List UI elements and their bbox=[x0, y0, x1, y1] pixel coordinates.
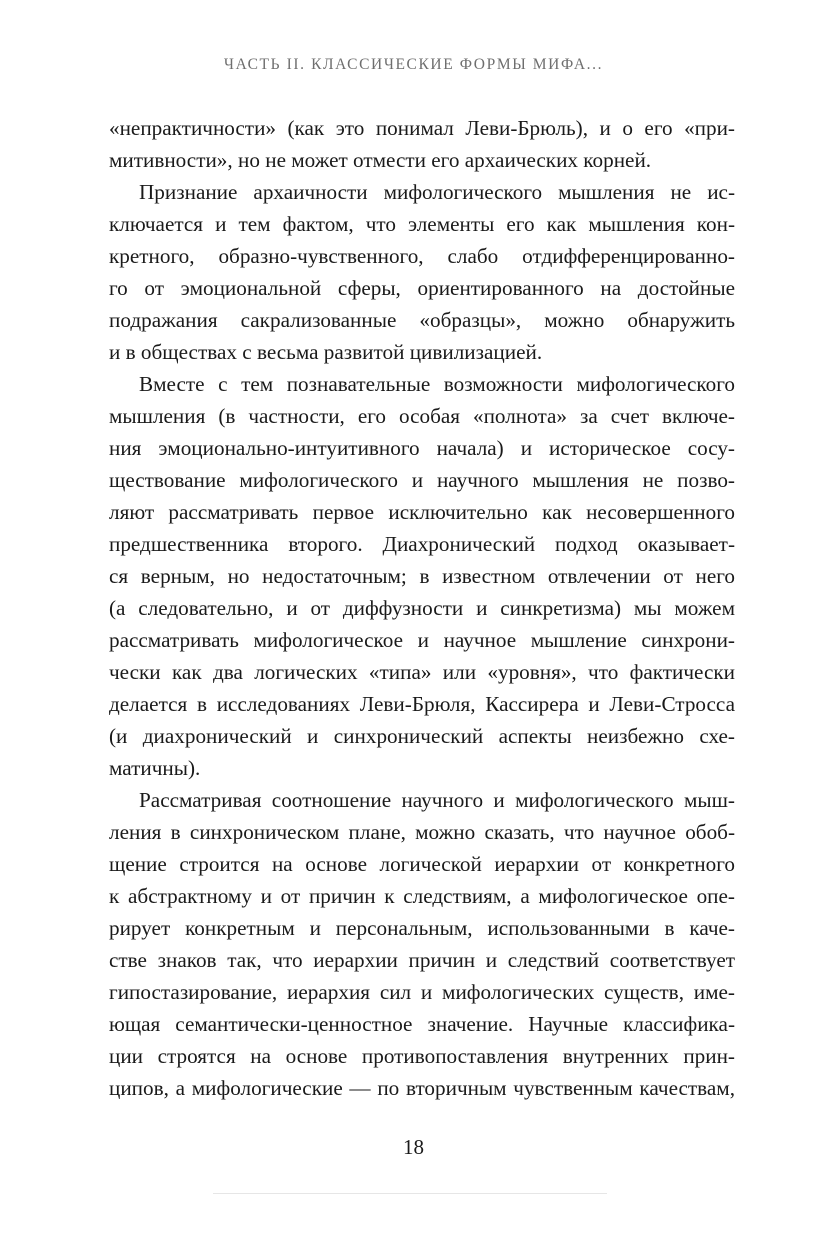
text-line: кретного, образно-чувственного, слабо отдифференцированно- bbox=[109, 244, 735, 268]
paragraph bbox=[109, 784, 735, 1104]
text-line: щение строится на основе логической иерархии от конкретного bbox=[109, 852, 735, 876]
running-head: ЧАСТЬ II. КЛАССИЧЕСКИЕ ФОРМЫ МИФА... bbox=[223, 56, 604, 73]
text-line: ления в синхроническом плане, можно сказать, что научное обоб- bbox=[109, 820, 735, 844]
text-line: ляют рассматривать первое исключительно как несовершенного bbox=[109, 500, 735, 524]
text-line: ния эмоционально-интуитивного начала) и историческое сосу- bbox=[109, 436, 735, 460]
paragraph bbox=[109, 176, 735, 368]
paragraph bbox=[109, 112, 735, 176]
text-line: мышления (в частности, его особая «полнота» за счет включе- bbox=[109, 404, 735, 428]
text-line: «непрактичности» (как это понимал Леви-Брюль), и о его «при- bbox=[109, 116, 735, 140]
text-line: чески как два логических «типа» или «уровня», что фактически bbox=[109, 660, 735, 684]
bottom-rule bbox=[213, 1193, 607, 1194]
text-line: ся верным, но недостаточным; в известном отвлечении от него bbox=[109, 564, 735, 588]
text-line: ципов, а мифологические — по вторичным чувственным качествам, bbox=[109, 1076, 735, 1100]
text-line: ществование мифологического и научного мышления не позво- bbox=[109, 468, 735, 492]
text-line: Рассматривая соотношение научного и мифологического мыш- bbox=[139, 788, 735, 812]
text-line: матичны). bbox=[109, 756, 201, 780]
text-line: делается в исследованиях Леви-Брюля, Кассирера и Леви-Стросса bbox=[109, 692, 735, 716]
text-line: ключается и тем фактом, что элементы его как мышления кон- bbox=[109, 212, 735, 236]
text-line: подражания сакрализованные «образцы», можно обнаружить bbox=[109, 308, 735, 332]
text-line: Вместе с тем познавательные возможности мифологического bbox=[139, 372, 735, 396]
text-line: рирует конкретным и персональным, использованными в каче- bbox=[109, 916, 735, 940]
text-line: стве знаков так, что иерархии причин и следствий соответствует bbox=[109, 948, 735, 972]
text-line: гипостазирование, иерархия сил и мифологических существ, име- bbox=[109, 980, 735, 1004]
text-line: го от эмоциональной сферы, ориентированного на достойные bbox=[109, 276, 735, 300]
page-number: 18 bbox=[403, 1135, 424, 1159]
text-line: и в обществах с весьма развитой цивилизацией. bbox=[109, 340, 543, 364]
text-line: к абстрактному и от причин к следствиям, а мифологическое опе- bbox=[109, 884, 735, 908]
text-line: митивности», но не может отмести его архаических корней. bbox=[109, 148, 652, 172]
text-line: рассматривать мифологическое и научное мышление синхрони- bbox=[109, 628, 735, 652]
paragraph bbox=[109, 368, 735, 784]
text-line: ции строятся на основе противопоставления внутренних прин- bbox=[109, 1044, 735, 1068]
text-line: предшественника второго. Диахронический подход оказывает- bbox=[109, 532, 735, 556]
text-line: ющая семантически-ценностное значение. Научные классифика- bbox=[109, 1012, 735, 1036]
body-text bbox=[109, 112, 735, 1104]
text-line: Признание архаичности мифологического мышления не ис- bbox=[139, 180, 735, 204]
text-line: (а следовательно, и от диффузности и синкретизма) мы можем bbox=[109, 596, 735, 620]
text-line: (и диахронический и синхронический аспекты неизбежно схе- bbox=[109, 724, 735, 748]
